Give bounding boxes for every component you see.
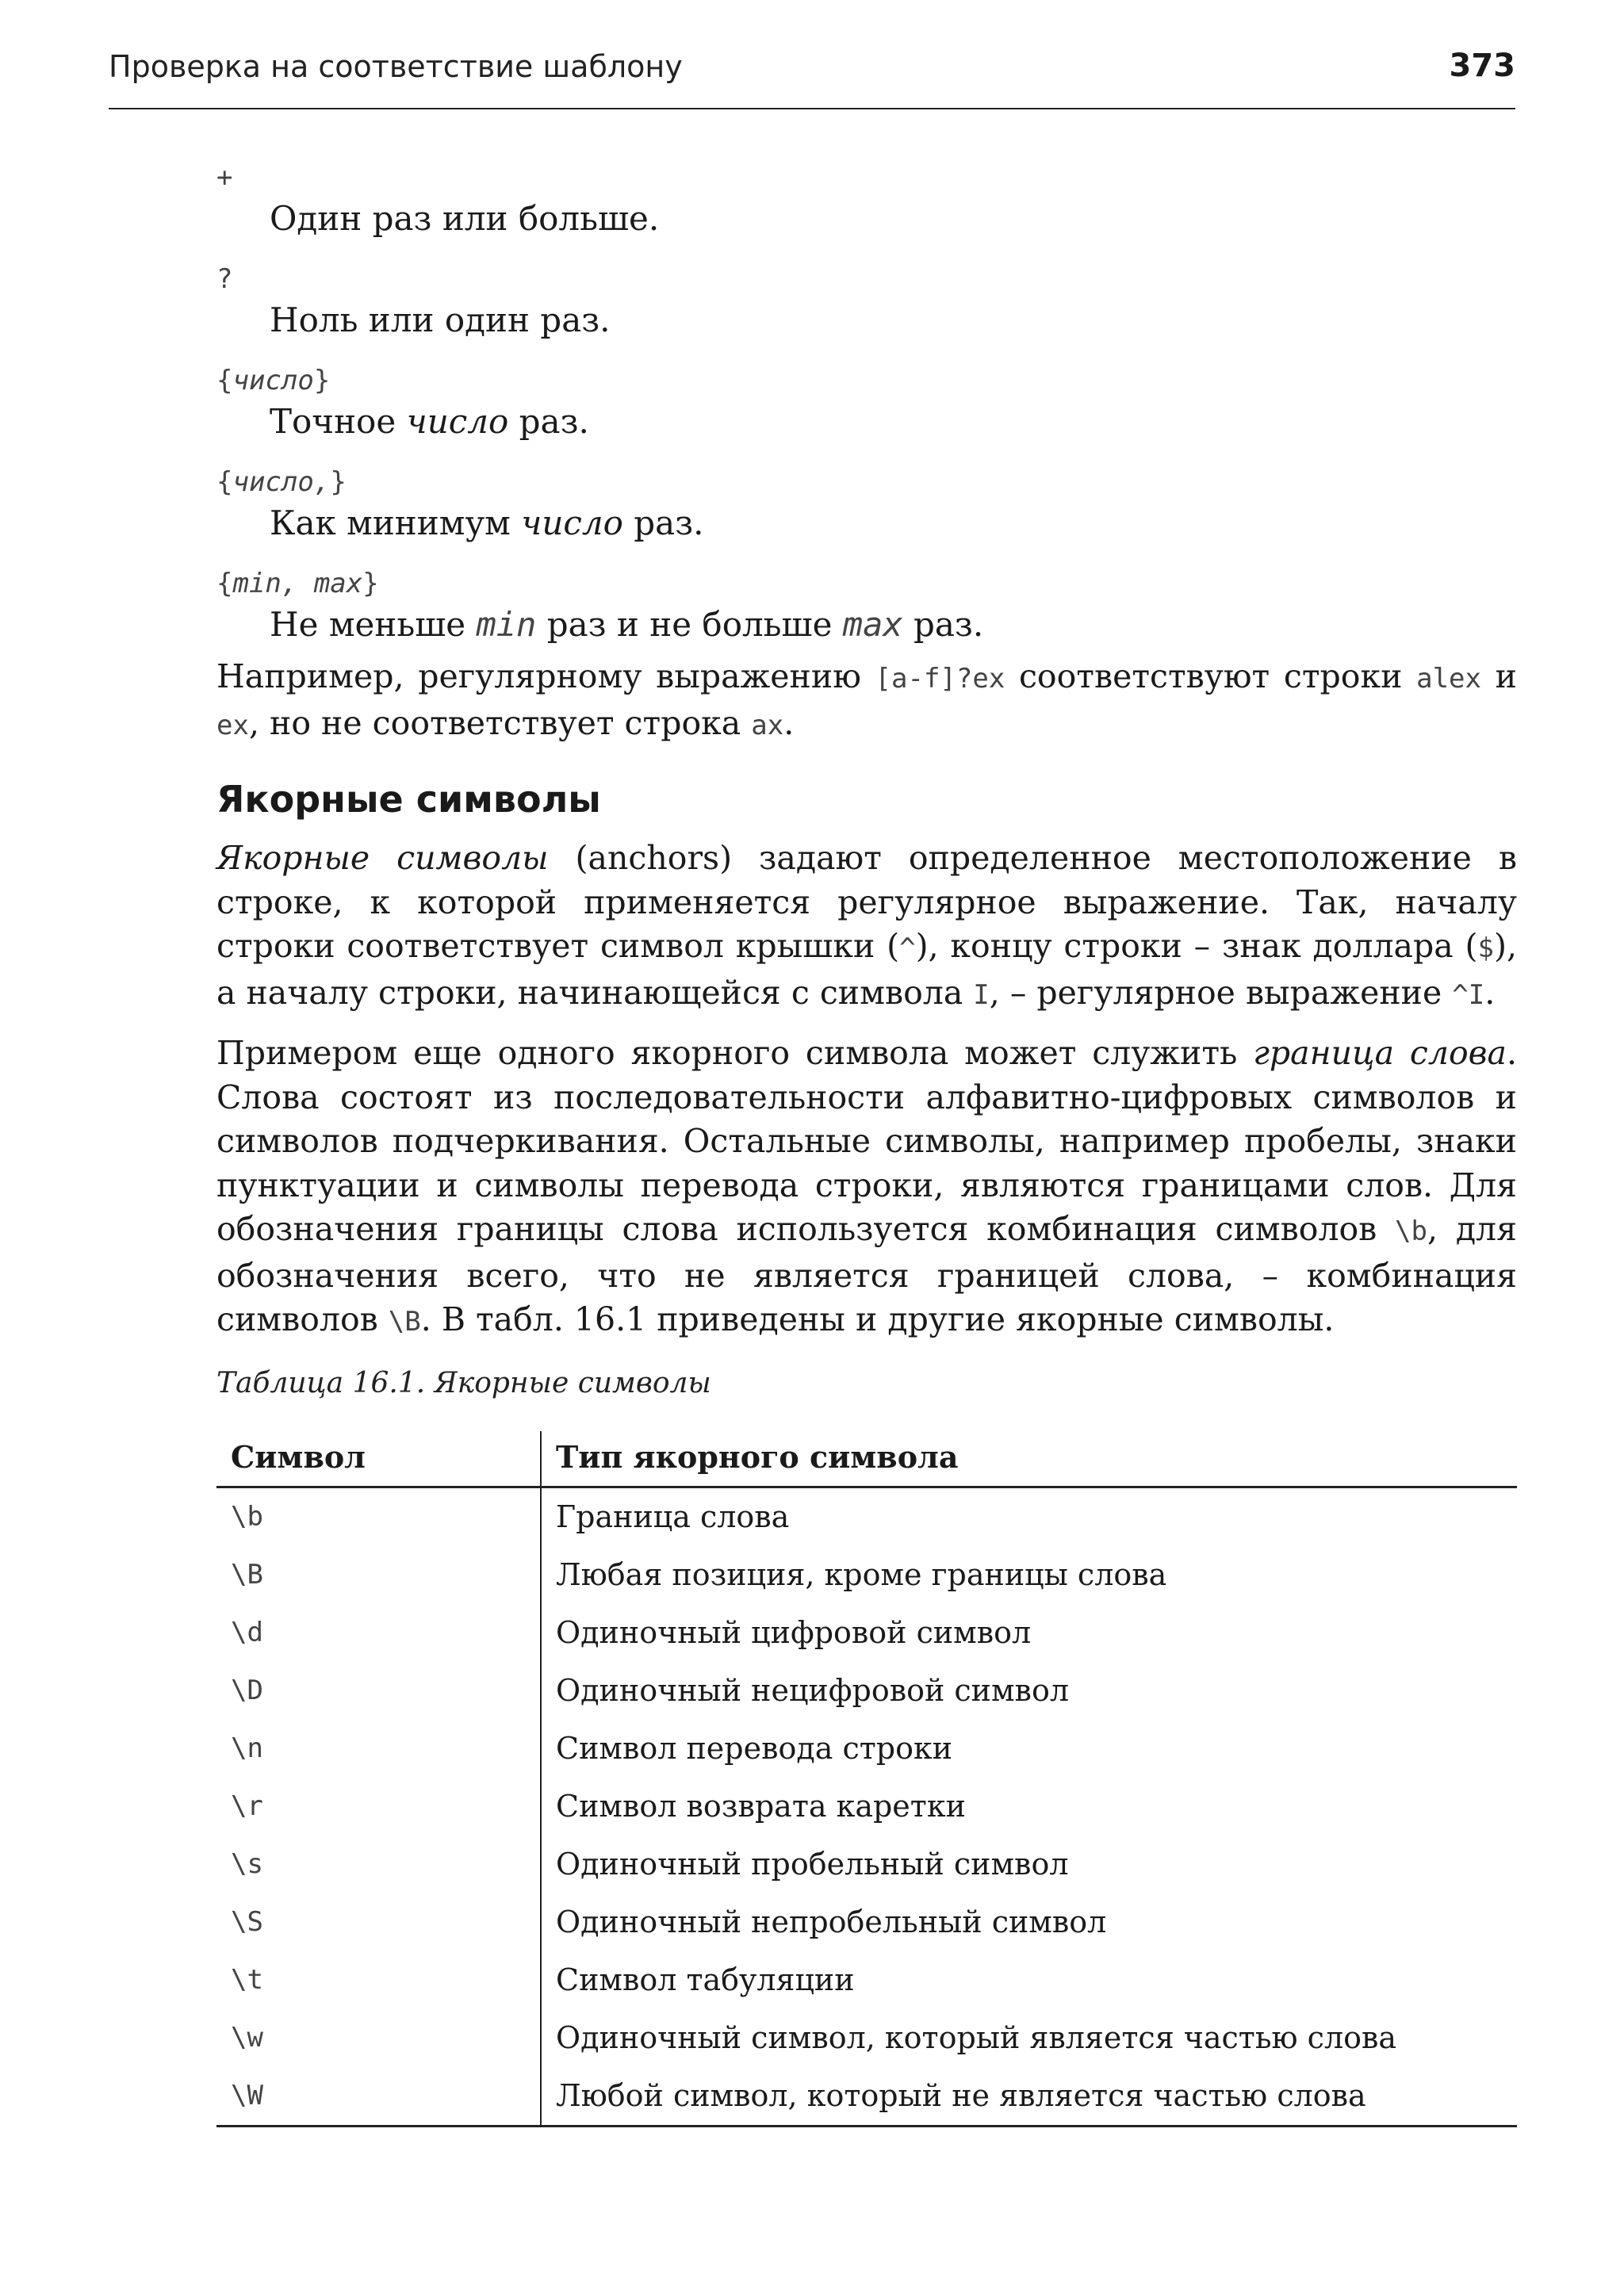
page-number: 373 [1449, 48, 1515, 84]
symbol-cell: \s [216, 1836, 541, 1893]
symbol-cell: \D [216, 1662, 541, 1720]
quantifier-entry [216, 362, 1517, 444]
description-cell: Символ возврата каретки [556, 1789, 966, 1824]
quantifier-definition: Как минимум число раз. [270, 503, 704, 542]
table-caption: Таблица 16.1. Якорные символы [216, 1366, 711, 1399]
description-cell: Одиночный символ, который является частью слова [556, 2020, 1397, 2055]
description-cell: Одиночный цифровой символ [556, 1615, 1032, 1650]
quantifier-definition: Точное число раз. [270, 402, 589, 441]
quantifier-list [216, 159, 1517, 647]
page-header [109, 41, 1515, 109]
table-row [216, 1546, 1517, 1604]
symbol-cell: \W [216, 2067, 541, 2127]
table-row [216, 1604, 1517, 1662]
table-row [216, 2009, 1517, 2067]
table-row [216, 2067, 1517, 2127]
quantifier-entry [216, 463, 1517, 546]
table-row [216, 1893, 1517, 1951]
description-cell: Любая позиция, кроме границы слова [556, 1557, 1167, 1592]
table-row [216, 1836, 1517, 1893]
description-cell: Любой символ, который не является частью слова [541, 2067, 1517, 2127]
table-row [216, 1951, 1517, 2009]
quantifier-definition: Один раз или больше. [270, 199, 660, 238]
symbol-cell: \B [216, 1546, 541, 1604]
description-cell: Символ перевода строки [556, 1731, 953, 1766]
word-boundary-paragraph: Примером еще одного якорного символа может служить граница слова. Слова состоят из последовательности алфавитно-цифровых символов и символов подчеркивания. Остальные символы, например пробелы, знаки пунктуации и символы перевода строки, являются границами слов. Для обозначения границы слова используется комбинация символов \b, для обозначения всего, что не является границей слова, – комбинация символов \B. В табл. 16.1 приведены и другие якорные символы. [216, 1034, 1517, 1338]
page-content [216, 159, 1517, 2127]
symbol-cell: \r [216, 1778, 541, 1836]
description-cell: Одиночный пробельный символ [556, 1847, 1069, 1882]
quantifier-term: {число} [216, 365, 331, 396]
section-heading: Якорные символы [216, 778, 601, 821]
column-header-symbol: Символ [216, 1431, 541, 1487]
table-row [216, 1778, 1517, 1836]
anchors-intro-paragraph: Якорные символы (anchors) задают определенное местоположение в строке, к которой применяется регулярное выражение. Так, началу строки соответствует символ крышки (^), концу строки – знак доллара ($), а началу строки, начинающейся с символа I, – регулярное выражение ^I. [216, 839, 1517, 1012]
quantifier-entry [216, 565, 1517, 647]
table-row [216, 1720, 1517, 1778]
anchors-table [216, 1431, 1517, 2127]
description-cell: Символ табуляции [556, 1962, 855, 1997]
table-header-row [216, 1431, 1517, 1487]
running-title: Проверка на соответствие шаблону [109, 49, 683, 84]
quantifier-definition: Не меньше min раз и не больше max раз. [270, 605, 984, 644]
symbol-cell: \d [216, 1604, 541, 1662]
symbol-cell: \t [216, 1951, 541, 2009]
table-row [216, 1662, 1517, 1720]
column-header-type: Тип якорного символа [541, 1431, 1517, 1487]
description-cell: Одиночный непробельный символ [556, 1905, 1107, 1939]
quantifier-term: ? [216, 263, 233, 295]
example-paragraph: Например, регулярному выражению [a-f]?ex соответствуют строки alex и ex, но не соответствует строка ax. [216, 657, 1517, 742]
table-row [216, 1487, 1517, 1546]
symbol-cell: \b [216, 1487, 541, 1546]
quantifier-term: {min, max} [216, 568, 379, 599]
quantifier-term: + [216, 162, 233, 193]
symbol-cell: \S [216, 1893, 541, 1951]
quantifier-definition: Ноль или один раз. [270, 301, 611, 339]
symbol-cell: \n [216, 1720, 541, 1778]
quantifier-entry [216, 260, 1517, 343]
description-cell: Одиночный нецифровой символ [556, 1673, 1069, 1708]
quantifier-entry [216, 159, 1517, 241]
quantifier-term: {число,} [216, 466, 347, 498]
description-cell: Граница слова [556, 1499, 790, 1534]
symbol-cell: \w [216, 2009, 541, 2067]
